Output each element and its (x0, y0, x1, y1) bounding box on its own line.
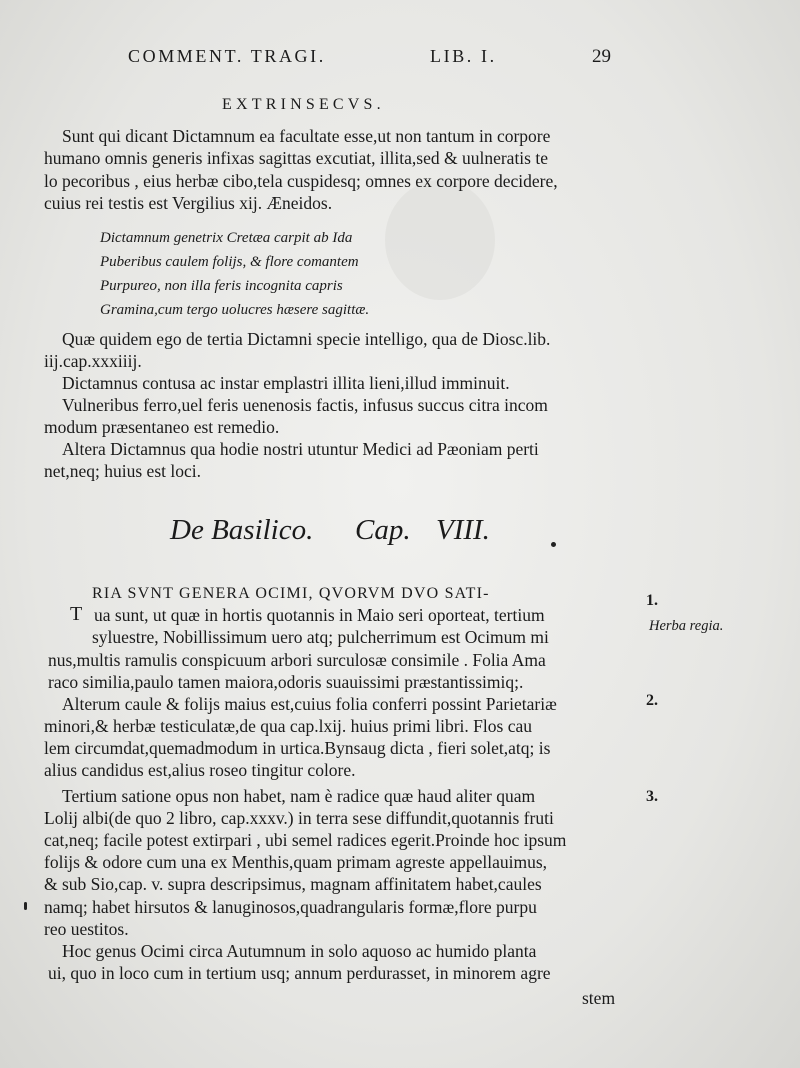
ink-mark (24, 902, 27, 910)
text-line: lem circumdat,quemadmodum in urtica.Bynsaug dicta , fieri solet,atq; is (44, 738, 551, 758)
margin-number: 3. (646, 788, 658, 805)
verse-line: Gramina,cum tergo uolucres hæsere sagittæ. (100, 302, 370, 318)
catchword: stem (582, 988, 616, 1008)
verse-line: Dictamnum genetrix Cretæa carpit ab Ida (100, 230, 353, 246)
text-line: Alterum caule & folijs maius est,cuius folia conferri possint Parietariæ (62, 694, 557, 714)
text-line: cuius rei testis est Vergilius xij. Æneidos. (44, 193, 333, 213)
ink-dot (551, 542, 556, 547)
margin-number: 2. (646, 692, 658, 709)
text-line: Tertium satione opus non habet, nam è radice quæ haud aliter quam (62, 786, 536, 806)
text-line: lo pecoribus , eius herbæ cibo,tela cuspidesq; omnes ex corpore decidere, (44, 171, 558, 191)
section-heading: EXTRINSECVS. (222, 96, 385, 113)
text-line: humano omnis generis infixas sagittas excutiat, illita,sed & uulneratis te (44, 148, 548, 168)
text-line: & sub Sio,cap. v. supra descripsimus, magnam affinitatem habet,caules (44, 874, 542, 894)
verse-line: Purpureo, non illa feris incognita capris (100, 278, 343, 294)
text-line: net,neq; huius est loci. (44, 461, 201, 481)
text-line: nus,multis ramulis conspicuum arbori surculosæ consimile . Folia Ama (48, 650, 546, 670)
text-line: Lolij albi(de quo 2 libro, cap.xxxv.) in terra sese diffundit,quotannis fruti (44, 808, 554, 828)
text-line: minori,& herbæ testiculatæ,de qua cap.lxij. huius primi libri. Flos cau (44, 716, 532, 736)
chapter-cap: Cap. (355, 514, 411, 546)
text-line: syluestre, Nobillissimum uero atq; pulcherrimum est Ocimum mi (92, 627, 549, 647)
chapter-number: VIII. (436, 514, 490, 546)
text-line: Sunt qui dicant Dictamnum ea facultate esse,ut non tantum in corpore (62, 126, 551, 146)
margin-note: Herba regia. (649, 618, 724, 634)
text-line: cat,neq; facile potest extirpari , ubi semel radices egerit.Proinde hoc ipsum (44, 830, 567, 850)
ink-bleed-stain (385, 180, 495, 300)
text-line: folijs & odore cum una ex Menthis,quam primam agreste appellauimus, (44, 852, 548, 872)
text-line: Quæ quidem ego de tertia Dictamni specie intelligo, qua de Diosc.lib. (62, 329, 551, 349)
text-line: ui, quo in loco cum in tertium usq; annum perdurasset, in minorem agre (48, 963, 551, 983)
running-title: COMMENT. TRAGI. (128, 46, 326, 66)
text-line: Altera Dictamnus qua hodie nostri utuntur Medici ad Pæoniam perti (62, 439, 539, 459)
text-line: Vulneribus ferro,uel feris uenenosis factis, infusus succus citra incom (62, 395, 548, 415)
text-line: alius candidus est,alius roseo tingitur colore. (44, 760, 356, 780)
page-number: 29 (592, 46, 611, 67)
drop-cap: T (70, 603, 83, 625)
chapter-title: De Basilico. (170, 514, 314, 546)
verse-line: Puberibus caulem folijs, & flore comantem (100, 254, 359, 270)
text-line: Hoc genus Ocimi circa Autumnum in solo aquoso ac humido planta (62, 941, 537, 961)
text-line: iij.cap.xxxiiij. (44, 351, 142, 371)
text-line: Dictamnus contusa ac instar emplastri illita lieni,illud imminuit. (62, 373, 510, 393)
text-line: ua sunt, ut quæ in hortis quotannis in Maio seri oporteat, tertium (94, 605, 545, 625)
text-line: raco similia,paulo tamen maiora,odoris suauissimi præstantissimiq;. (48, 672, 524, 692)
text-line: RIA SVNT GENERA OCIMI, QVORVM DVO SATI- (92, 585, 490, 602)
text-line: namq; habet hirsutos & lanuginosos,quadrangularis formæ,flore purpu (44, 897, 537, 917)
book-number: LIB. I. (430, 46, 497, 66)
text-line: modum præsentaneo est remedio. (44, 417, 280, 437)
margin-number: 1. (646, 592, 658, 609)
text-line: reo uestitos. (44, 919, 129, 939)
